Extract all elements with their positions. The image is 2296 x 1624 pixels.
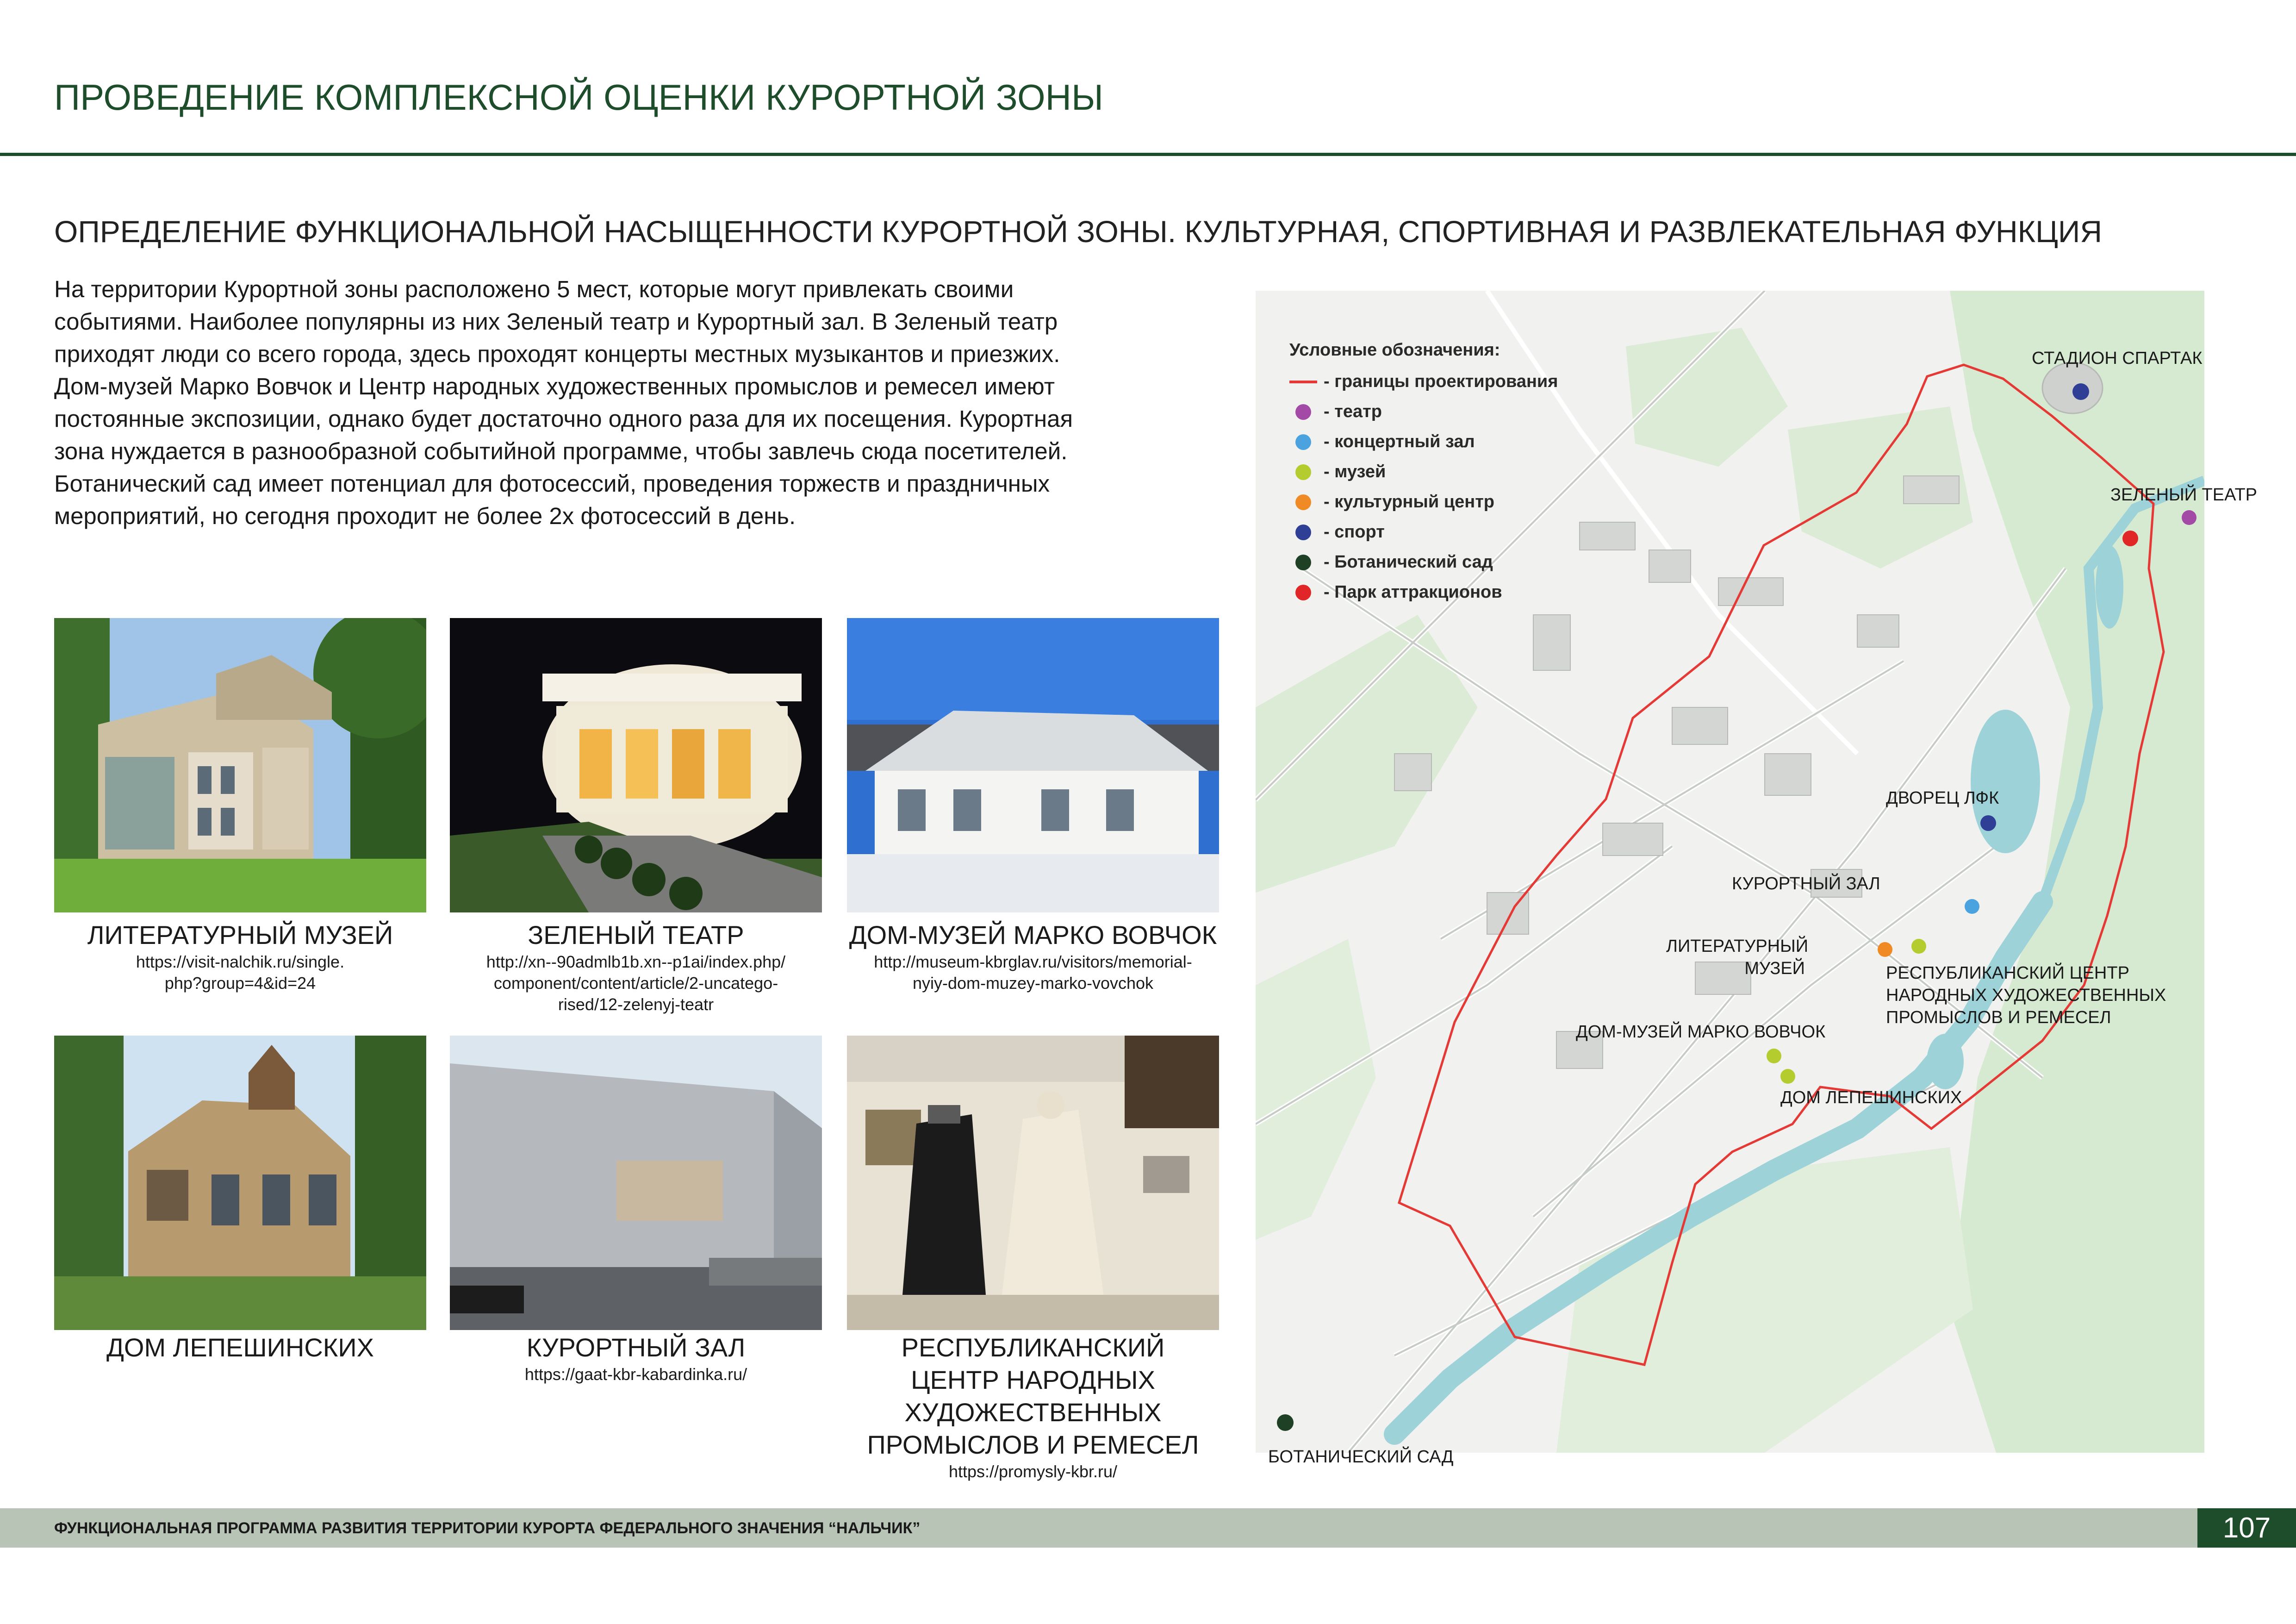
legend-item	[1289, 367, 1613, 397]
lepeshinsky-marker	[1780, 1069, 1795, 1084]
legend-label: - культурный центр	[1324, 492, 1495, 512]
legend-item	[1289, 427, 1613, 457]
cultural-center-dot-icon	[1295, 494, 1311, 510]
kurort-hall-marker	[1965, 899, 1979, 914]
legend-label: - Ботанический сад	[1324, 552, 1493, 572]
intro-line: приходят люди со всего города, здесь проходят концерты местных музыкантов и приезжих.	[54, 341, 1060, 367]
footer-text: ФУНКЦИОНАЛЬНАЯ ПРОГРАММА РАЗВИТИЯ ТЕРРИТОРИИ КУРОРТА ФЕДЕРАЛЬНОГО ЗНАЧЕНИЯ “НАЛЬЧИК”	[54, 1519, 921, 1537]
caption-green-theatre	[432, 919, 840, 1015]
caption-url: http://museum-kbrglav.ru/visitors/memorial-	[874, 952, 1192, 971]
legend-item	[1289, 517, 1613, 547]
lit-museum-marker	[1911, 939, 1926, 954]
caption-url: https://promysly-kbr.ru/	[948, 1462, 1118, 1481]
photo-kurort-hall	[450, 1036, 822, 1330]
map-label-palace: ДВОРЕЦ ЛФК	[1886, 788, 1999, 808]
botanic-garden-dot-icon	[1295, 555, 1311, 570]
section-title: ОПРЕДЕЛЕНИЕ ФУНКЦИОНАЛЬНОЙ НАСЫЩЕННОСТИ КУРОРТНОЙ ЗОНЫ. КУЛЬТУРНАЯ, СПОРТИВНАЯ И РАЗВЛЕКАТЕЛЬНАЯ ФУНКЦИЯ	[54, 214, 2102, 249]
caption-url: https://visit-nalchik.ru/single.	[136, 952, 345, 971]
caption-title: ДОМ ЛЕПЕШИНСКИХ	[106, 1333, 374, 1362]
caption-url: component/content/article/2-uncatego-	[493, 974, 778, 993]
intro-line: событиями. Наиболее популярны из них Зеленый театр и Курортный зал. В Зеленый театр	[54, 308, 1058, 335]
intro-line: зона нуждается в разнообразной событийной программе, чтобы завлечь сюда посетителей.	[54, 438, 1068, 464]
intro-line: мероприятий, но сегодня проходит не более 2х фотосессий в день.	[54, 503, 796, 529]
amusement-park-dot-icon	[1295, 585, 1311, 600]
title-divider	[0, 153, 2296, 156]
caption-url: https://gaat-kbr-kabardinka.ru/	[524, 1365, 747, 1384]
palace-marker	[1980, 815, 1996, 831]
intro-line: постоянные экспозиции, однако будет достаточно одного раза для их посещения. Курортная	[54, 406, 1073, 432]
map-label-lepeshinsky: ДОМ ЛЕПЕШИНСКИХ	[1780, 1088, 1962, 1107]
museum-dot-icon	[1295, 464, 1311, 480]
caption-lepeshinsky-house	[37, 1331, 444, 1364]
map-label-lit-museum: ЛИТЕРАТУРНЫЙ МУЗЕЙ	[1666, 937, 1809, 978]
map-label-kurort-hall: КУРОРТНЫЙ ЗАЛ	[1732, 874, 1880, 893]
photo-literary-museum	[54, 618, 426, 912]
concert-hall-dot-icon	[1295, 434, 1311, 450]
legend-title: Условные обозначения:	[1289, 340, 1500, 360]
caption-crafts-center	[829, 1331, 1237, 1482]
caption-title-line: ПРОМЫСЛОВ И РЕМЕСЕЛ	[867, 1430, 1199, 1459]
legend-item	[1289, 547, 1613, 577]
caption-kurort-hall	[432, 1331, 840, 1385]
theatre-dot-icon	[1295, 404, 1311, 420]
legend-label: - Парк аттракционов	[1324, 582, 1502, 602]
legend-label: - концертный зал	[1324, 432, 1475, 451]
photo-lepeshinsky-house	[54, 1036, 426, 1330]
intro-line: Ботанический сад имеет потенциал для фотосессий, проведения торжеств и праздничных	[54, 470, 1050, 497]
green-theatre-marker	[2182, 510, 2196, 525]
caption-url: nyiy-dom-muzey-marko-vovchok	[912, 974, 1154, 993]
legend-item	[1289, 397, 1613, 427]
boundary-line-icon	[1289, 381, 1317, 383]
page-title: ПРОВЕДЕНИЕ КОМПЛЕКСНОЙ ОЦЕНКИ КУРОРТНОЙ ЗОНЫ	[54, 77, 1104, 118]
page-number: 107	[2197, 1508, 2296, 1548]
caption-title: КУРОРТНЫЙ ЗАЛ	[526, 1333, 746, 1362]
caption-url: rised/12-zelenyj-teatr	[558, 995, 714, 1014]
legend-label: - спорт	[1324, 522, 1385, 542]
legend-label: - границы проектирования	[1324, 372, 1558, 391]
caption-literary-museum	[37, 919, 444, 994]
map-label-green-theatre: ЗЕЛЕНЫЙ ТЕАТР	[2110, 485, 2258, 505]
caption-title: ДОМ-МУЗЕЙ МАРКО ВОВЧОК	[849, 920, 1217, 949]
crafts-center-marker	[1878, 942, 1892, 957]
map-label-crafts-center: РЕСПУБЛИКАНСКИЙ ЦЕНТР НАРОДНЫХ ХУДОЖЕСТВЕННЫХ ПРОМЫСЛОВ И РЕМЕСЕЛ	[1886, 963, 2166, 1027]
photo-marko-vovchok-museum	[847, 618, 1219, 912]
legend-item	[1289, 487, 1613, 517]
legend-label: - музей	[1324, 462, 1386, 481]
marko-marker	[1767, 1049, 1781, 1063]
legend-item	[1289, 577, 1613, 607]
stadium-marker	[2072, 383, 2089, 400]
map-label-marko: ДОМ-МУЗЕЙ МАРКО ВОВЧОК	[1576, 1022, 1826, 1042]
botanic-marker	[1277, 1414, 1294, 1431]
caption-title: ЛИТЕРАТУРНЫЙ МУЗЕЙ	[87, 920, 393, 949]
map-label-botanic: БОТАНИЧЕСКИЙ САД	[1268, 1447, 1454, 1467]
intro-line: На территории Курортной зоны расположено 5 мест, которые могут привлекать своими	[54, 276, 1014, 302]
caption-title: ЗЕЛЕНЫЙ ТЕАТР	[528, 920, 744, 949]
intro-line: Дом-музей Марко Вовчок и Центр народных художественных промыслов и ремесел имеют	[54, 373, 1055, 400]
sport-dot-icon	[1295, 525, 1311, 540]
caption-url: http://xn--90admlb1b.xn--p1ai/index.php/	[486, 952, 786, 971]
intro-paragraph	[54, 273, 1211, 532]
caption-title-line: РЕСПУБЛИКАНСКИЙ	[901, 1333, 1165, 1362]
legend-item	[1289, 457, 1613, 487]
caption-marko-vovchok-museum	[829, 919, 1237, 994]
photo-crafts-center	[847, 1036, 1219, 1330]
photo-green-theatre	[450, 618, 822, 912]
caption-title-line: ХУДОЖЕСТВЕННЫХ	[904, 1398, 1162, 1427]
caption-title-line: ЦЕНТР НАРОДНЫХ	[911, 1365, 1155, 1394]
map-label-stadium: СТАДИОН СПАРТАК	[2032, 349, 2203, 368]
caption-url: php?group=4&id=24	[164, 974, 316, 993]
legend-label: - театр	[1324, 402, 1382, 421]
amusement-park-marker	[2122, 531, 2138, 546]
map-legend	[1289, 340, 1613, 607]
